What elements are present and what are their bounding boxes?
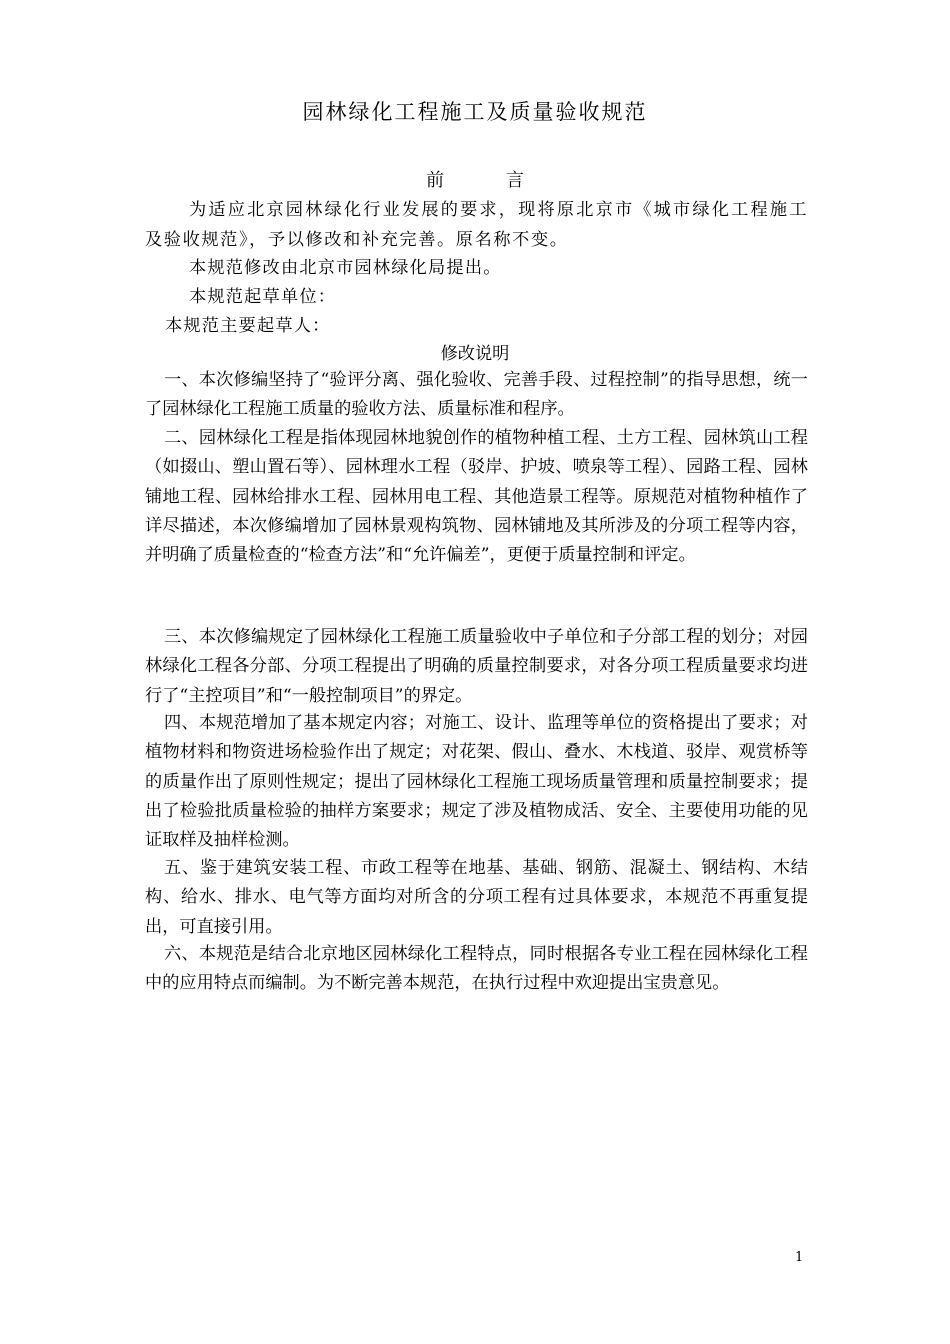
revision-note-item: 三、本次修编规定了园林绿化工程施工质量验收中子单位和子分部工程的划分；对园林绿化工程各分部、分项工程提出了明确的质量控制要求，对各分项工程质量要求均进行了“主控项目”和“一般控制项目”的界定。 (145, 627, 808, 706)
preface-drafting-unit: 本规范起草单位： (189, 287, 337, 307)
revision-note-item: 五、鉴于建筑安装工程、市政工程等在地基、基础、钢筋、混凝土、钢结构、木结构、给水、排水、电气等方面均对所含的分项工程有过具体要求，本规范不再重复提出，可直接引用。 (145, 858, 808, 937)
preface-main-drafters: 本规范主要起草人： (165, 316, 331, 336)
revision-note-item: 二、园林绿化工程是指体现园林地貌创作的植物种植工程、土方工程、园林筑山工程（如掇山、塑山置石等）、园林理水工程（驳岸、护坡、喷泉等工程）、园路工程、园林铺地工程、园林给排水工程、园林用电工程、其他造景工程等。原规范对植物种植作了详尽描述，本次修编增加了园林景观构筑物、园林铺地及其所涉及的分项工程等内容，并明确了质量检查的“检查方法”和“允许偏差”，更便于质量控制和评定。 (145, 428, 808, 566)
document-title: 园林绿化工程施工及质量验收规范 (302, 100, 648, 124)
revision-notes-heading: 修改说明 (440, 344, 510, 364)
preface-paragraph-2: 本规范修改由北京市园林绿化局提出。 (189, 258, 502, 278)
revision-note-item: 一、本次修编坚持了“验评分离、强化验收、完善手段、过程控制”的指导思想，统一了园林绿化工程施工质量的验收方法、质量标准和程序。 (145, 370, 808, 420)
preface-heading (0, 166, 950, 192)
preface-heading-right: 言 (506, 170, 524, 191)
preface-heading-left: 前 (426, 170, 444, 191)
page-number: 1 (795, 1250, 804, 1265)
preface-paragraph-1: 为适应北京园林绿化行业发展的要求，现将原北京市《城市绿化工程施工及验收规范》，予以修改和补充完善。原名称不变。 (145, 200, 808, 250)
revision-note-item: 六、本规范是结合北京地区园林绿化工程特点，同时根据各专业工程在园林绿化工程中的应用特点而编制。为不断完善本规范，在执行过程中欢迎提出宝贵意见。 (145, 944, 808, 994)
revision-note-item: 四、本规范增加了基本规定内容；对施工、设计、监理等单位的资格提出了要求；对植物材料和物资进场检验作出了规定；对花架、假山、叠水、木栈道、驳岸、观赏桥等的质量作出了原则性规定；提出了园林绿化工程施工现场质量管理和质量控制要求；提出了检验批质量检验的抽样方案要求；规定了涉及植物成活、安全、主要使用功能的见证取样及抽样检测。 (145, 713, 808, 851)
